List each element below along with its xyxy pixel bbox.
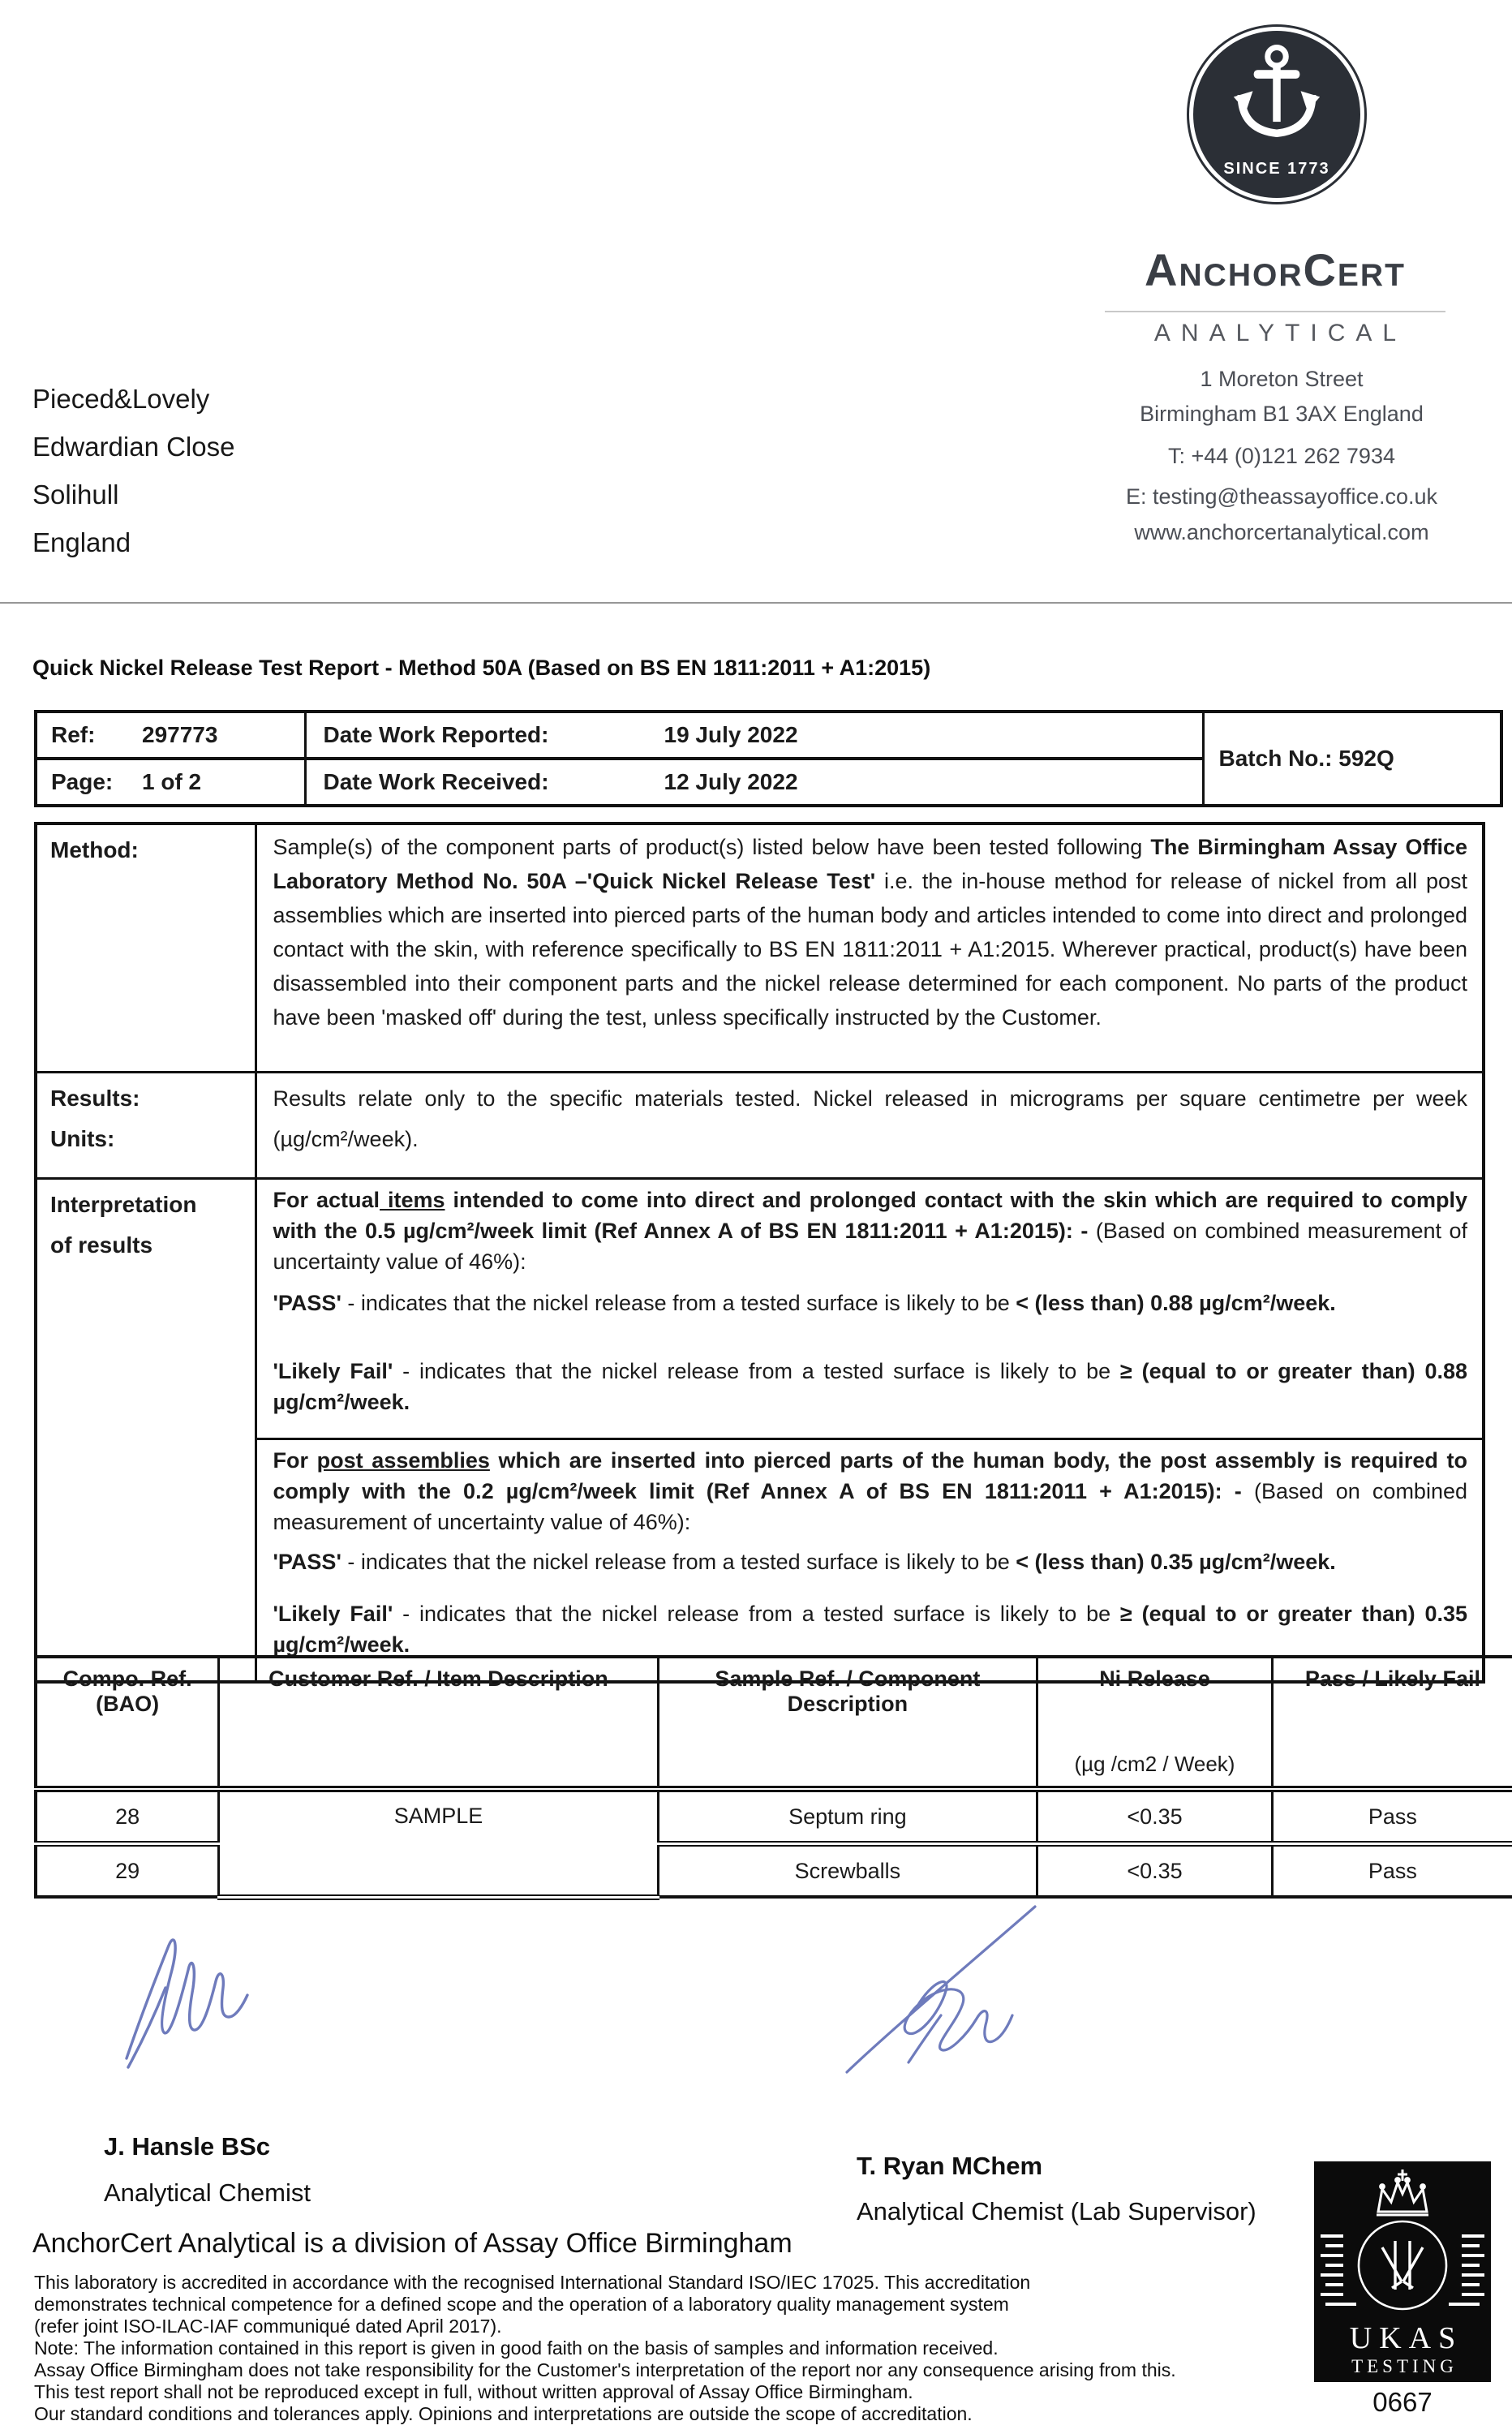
signatory-right	[857, 2152, 1256, 2226]
header-compo-ref: Compo. Ref. (BAO)	[36, 1657, 219, 1789]
customer-address-line: England	[32, 527, 131, 557]
result-value: Pass	[1272, 1844, 1512, 1898]
customer-address	[32, 375, 234, 566]
customer-address-line: Solihull	[32, 479, 119, 510]
signature-image	[837, 1900, 1080, 2091]
ukas-crown-icon	[1314, 2161, 1491, 2320]
anchorcert-logo	[1187, 24, 1367, 204]
brand-divider	[1105, 311, 1445, 312]
lab-contact	[1079, 367, 1484, 545]
signatory-name: J. Hansle BSc	[104, 2132, 271, 2161]
customer-address-line: Edwardian Close	[32, 432, 235, 462]
page-value: 1 of 2	[142, 769, 202, 794]
date-reported-label: Date Work Reported:	[323, 722, 549, 747]
batch-number-cell	[1203, 712, 1501, 806]
table-row	[36, 1789, 1512, 1844]
header-pass-fail: Pass / Likely Fail	[1272, 1657, 1512, 1789]
interpretation-posts-cell	[256, 1439, 1484, 1683]
ref-cell	[36, 712, 305, 759]
footnote-line: Note: The information contained in this report is given in good faith on the basis of samples and information received.	[34, 2337, 999, 2359]
posts-limit-text: For post assemblies which are inserted into pierced parts of the human body, the post assembly is required to comply with the 0.2 µg/cm²/week limit (Ref Annex A of BS EN 1811:2011 + A1:2015): - (Based on combined measurement of uncertainty value of 46%):	[273, 1448, 1468, 1534]
footnote-line: This test report shall not be reproduced except in full, without written approval of Assay Office Birmingham.	[34, 2381, 913, 2402]
footnote-line: Assay Office Birmingham does not take responsibility for the Customer's interpretation of the report nor any consequence arising from this.	[34, 2359, 1176, 2380]
page-label: Page:	[51, 769, 114, 794]
logo-since-text: SINCE 1773	[1223, 160, 1330, 178]
date-received-cell	[305, 759, 1203, 806]
brand-name: AnchorCert	[1145, 244, 1406, 295]
signatory-name: T. Ryan MChem	[857, 2152, 1043, 2180]
ukas-name: UKAS	[1349, 2321, 1463, 2355]
results-label: Results:	[50, 1086, 140, 1111]
ukas-logo	[1314, 2161, 1491, 2382]
ni-release-units: (µg /cm2 / Week)	[1074, 1752, 1235, 1776]
results-units-label-cell	[36, 1073, 256, 1179]
signatory-left	[104, 2132, 311, 2208]
method-label-cell	[36, 824, 256, 1073]
signatory-role: Analytical Chemist	[104, 2178, 311, 2207]
batch-number: Batch No.: 592Q	[1218, 746, 1394, 771]
items-limit-text: For actual items intended to come into direct and prolonged contact with the skin which are required to comply with the 0.5 µg/cm²/week limit (Ref Annex A of BS EN 1811:2011 + A1:2015): - (Based on combined measurement of uncertainty value of 46%):	[273, 1188, 1467, 1274]
signatory-role: Analytical Chemist (Lab Supervisor)	[857, 2197, 1256, 2225]
lab-phone: T: +44 (0)121 262 7934	[1168, 444, 1395, 468]
ukas-category: TESTING	[1351, 2356, 1458, 2376]
lab-city: Birmingham B1 3AX England	[1140, 402, 1424, 426]
header-sample-ref: Sample Ref. / Component Description	[658, 1657, 1037, 1789]
ni-release-value: <0.35	[1037, 1789, 1273, 1844]
date-reported-cell	[305, 712, 1203, 759]
ni-release-value: <0.35	[1037, 1844, 1273, 1898]
date-reported-value: 19 July 2022	[664, 722, 798, 747]
ref-value: 297773	[142, 722, 218, 747]
footnote-line: Our standard conditions and tolerances apply. Opinions and interpretations are outside the scope of accreditation.	[34, 2403, 973, 2424]
header-divider	[0, 602, 1512, 604]
footnote-line: (refer joint ISO-ILAC-IAF communiqué dated April 2017).	[34, 2316, 502, 2337]
component-value: Screwballs	[658, 1844, 1037, 1898]
anchor-icon	[1228, 42, 1325, 148]
compo-ref-value: 29	[36, 1844, 219, 1898]
units-label: Units:	[50, 1126, 115, 1151]
footnote-line: demonstrates technical competence for a defined scope and the operation of a laboratory quality management system	[34, 2294, 1009, 2315]
method-table	[34, 822, 1485, 1684]
items-pass-text: 'PASS' - indicates that the nickel release from a tested surface is likely to be < (less than) 0.88 µg/cm²/week.	[273, 1291, 1336, 1315]
method-text: Sample(s) of the component parts of product(s) listed below have been tested following The Birmingham Assay Office Laboratory Method No. 50A –'Quick Nickel Release Test' i.e. the in-house method for release of nickel from all post assemblies which are inserted into pierced parts of the human body and articles intended to come into direct and prolonged contact with the skin, with reference specifically to BS EN 1811:2011 + A1:2015. Wherever practical, product(s) have been disassembled into their component parts and the nickel release determined for each component. No parts of the product have been 'masked off' during the test, unless specifically instructed by the Customer.	[273, 835, 1467, 1030]
component-value: Septum ring	[658, 1789, 1037, 1844]
date-received-label: Date Work Received:	[323, 769, 549, 794]
reference-table	[34, 710, 1503, 807]
accreditation-notes	[34, 2272, 1176, 2425]
method-label: Method:	[50, 837, 139, 862]
interpretation-label-cell	[36, 1179, 256, 1683]
report-title: Quick Nickel Release Test Report - Method 50A (Based on BS EN 1811:2011 + A1:2015)	[32, 656, 931, 680]
ukas-number: 0667	[1372, 2387, 1433, 2417]
customer-name: Pieced&Lovely	[32, 384, 210, 414]
results-table	[34, 1655, 1512, 1900]
interpretation-items-cell	[256, 1179, 1484, 1439]
compo-ref-value: 28	[36, 1789, 219, 1844]
interpretation-label-2: of results	[50, 1232, 153, 1258]
division-statement: AnchorCert Analytical is a division of Assay Office Birmingham	[32, 2228, 793, 2259]
customer-ref-value: SAMPLE	[219, 1789, 658, 1897]
items-fail-text: 'Likely Fail' - indicates that the nickel release from a tested surface is likely to be ≥ (equal to or greater than) 0.88 µg/cm²/week.	[273, 1359, 1467, 1414]
footnote-line: This laboratory is accredited in accordance with the recognised International Standard ISO/IEC 17025. This accreditation	[34, 2272, 1031, 2293]
date-received-value: 12 July 2022	[664, 769, 798, 794]
ref-label: Ref:	[51, 722, 96, 747]
brand-subtitle: ANALYTICAL	[1153, 320, 1407, 346]
lab-street: 1 Moreton Street	[1200, 367, 1364, 391]
header-customer-ref: Customer Ref. / Item Description	[219, 1657, 658, 1789]
result-value: Pass	[1272, 1789, 1512, 1844]
posts-fail-text: 'Likely Fail' - indicates that the nickel release from a tested surface is likely to be ≥ (equal to or greater than) 0.35 µg/cm²/week.	[273, 1602, 1467, 1657]
lab-email: E: testing@theassayoffice.co.uk	[1125, 484, 1438, 509]
posts-pass-text: 'PASS' - indicates that the nickel release from a tested surface is likely to be < (less than) 0.35 µg/cm²/week.	[273, 1550, 1336, 1574]
signature-image	[112, 1916, 339, 2091]
method-text-cell	[256, 824, 1484, 1073]
anchor-badge	[1193, 31, 1360, 198]
interpretation-label: Interpretation	[50, 1192, 197, 1217]
lab-website: www.anchorcertanalytical.com	[1134, 520, 1429, 544]
results-units-text: Results relate only to the specific materials tested. Nickel released in micrograms per square centimetre per week (µg/cm²/week).	[273, 1086, 1467, 1151]
results-units-text-cell	[256, 1073, 1484, 1179]
header-ni-release: Ni Release (µg /cm2 / Week)	[1037, 1657, 1273, 1789]
page-cell	[36, 759, 305, 806]
